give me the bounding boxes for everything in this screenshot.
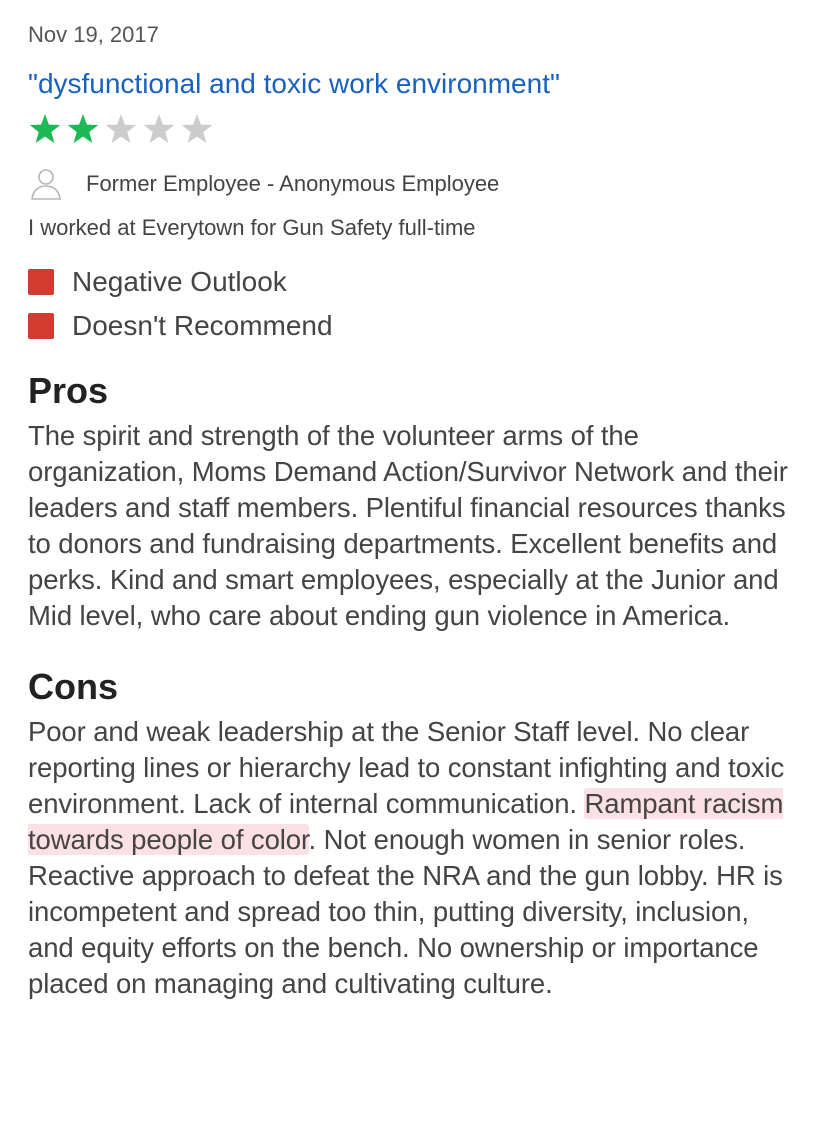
- star-empty-icon: [104, 112, 138, 146]
- pros-heading: Pros: [28, 370, 109, 411]
- indicator-label: Negative Outlook: [72, 266, 287, 297]
- star-rating: [28, 110, 800, 148]
- review-title-link[interactable]: "dysfunctional and toxic work environment": [28, 68, 560, 99]
- star-filled-icon: [66, 112, 100, 146]
- cons-text: [28, 714, 800, 1002]
- red-square-icon: [28, 313, 54, 339]
- cons-heading: Cons: [28, 666, 118, 707]
- star-empty-icon: [180, 112, 214, 146]
- author-row: [28, 166, 800, 202]
- indicator-doesnt-recommend: [28, 304, 800, 348]
- cons-text-after: . Not enough women in senior roles. Reactive approach to defeat the NRA and the gun lobby. HR is incompetent and spread too thin, putting diversity, inclusion, and equity efforts on the bench. No ownership or importance placed on managing and cultivating culture.: [28, 824, 783, 999]
- indicator-label: Doesn't Recommend: [72, 310, 333, 341]
- review-date: Nov 19, 2017: [28, 22, 159, 47]
- employment-status: I worked at Everytown for Gun Safety full-time: [28, 215, 476, 240]
- user-icon: [28, 166, 64, 202]
- cons-text-highlight: Rampant racism towards people of color: [28, 788, 784, 855]
- star-filled-icon: [28, 112, 62, 146]
- star-empty-icon: [142, 112, 176, 146]
- indicator-negative-outlook: [28, 260, 800, 304]
- indicator-list: [28, 260, 800, 348]
- cons-text-before: Poor and weak leadership at the Senior Staff level. No clear reporting lines or hierarchy lead to constant infighting and toxic environment. Lack of internal communication.: [28, 716, 785, 819]
- red-square-icon: [28, 269, 54, 295]
- pros-text: The spirit and strength of the volunteer arms of the organization, Moms Demand Action/Survivor Network and their leaders and staff members. Plentiful financial resources thanks to donors and fundraising departments. Excellent benefits and perks. Kind and smart employees, especially at the Junior and Mid level, who care about ending gun violence in America.: [28, 420, 788, 631]
- author-label: Former Employee - Anonymous Employee: [86, 171, 500, 196]
